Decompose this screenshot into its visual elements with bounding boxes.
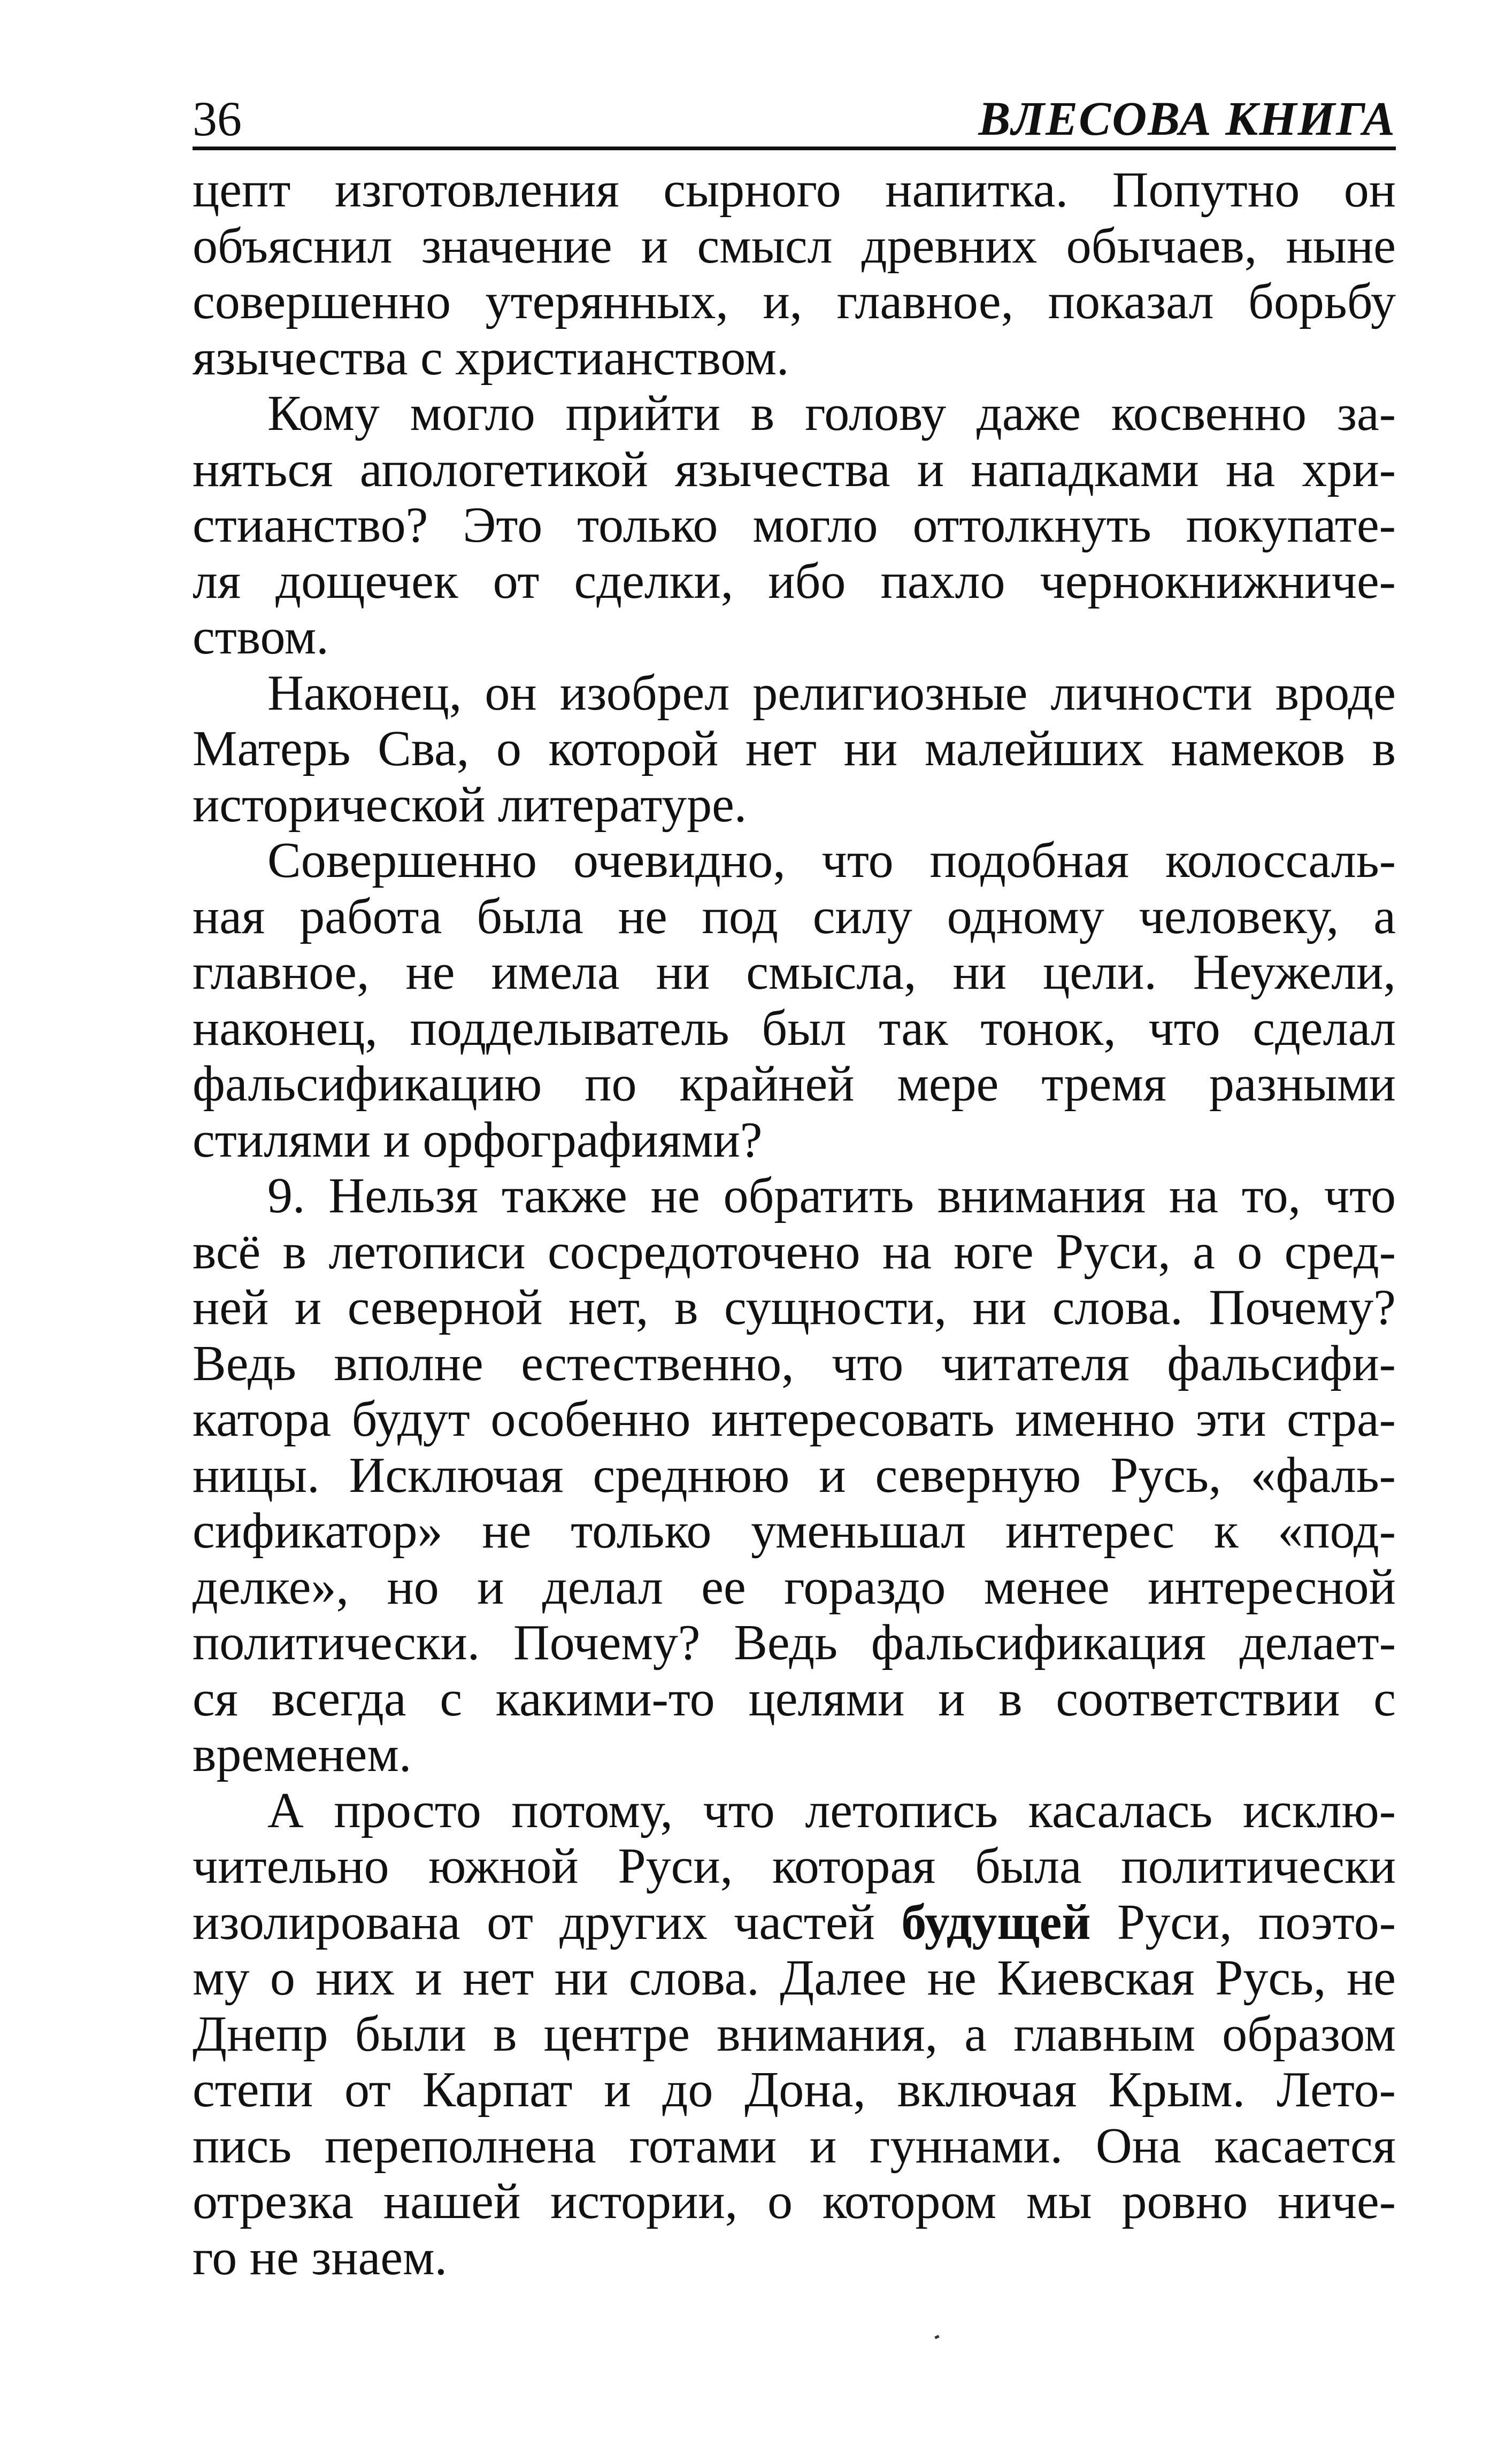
text-line: объяснил значение и смысл древних обычаев, ныне <box>193 218 1396 274</box>
text-line: А просто потому, что летопись касалась исклю- <box>267 1782 1396 1838</box>
text-line: Кому могло прийти в голову даже косвенно за- <box>267 386 1396 441</box>
text-line: главное, не имела ни смысла, ни цели. Неужели, <box>193 944 1396 1000</box>
text-line: катора будут особенно интересовать именно эти стра- <box>193 1391 1396 1447</box>
text-line: делке», но и делал ее гораздо менее интересной <box>193 1559 1396 1615</box>
paragraph-6 <box>193 1783 1396 2286</box>
text-line: ная работа была не под силу одному человеку, а <box>193 888 1396 944</box>
text-line: политически. Почему? Ведь фальсификация делает- <box>193 1615 1396 1670</box>
paragraph-5 <box>193 1168 1396 1783</box>
text-line: ством. <box>193 609 329 665</box>
bold-word: будущей <box>901 1894 1091 1950</box>
text-line-with-bold <box>193 1895 1396 1951</box>
text-line: пись переполнена готами и гуннами. Она касается <box>193 2118 1396 2174</box>
body-text <box>193 162 1396 2285</box>
text-line: Наконец, он изобрел религиозные личности вроде <box>267 665 1396 721</box>
text-line: стианство? Это только могло оттолкнуть покупате- <box>193 497 1396 553</box>
text-line: исторической литературе. <box>193 776 747 833</box>
text-line: наконец, подделыватель был так тонок, что сделал <box>193 1000 1396 1056</box>
text-line: Ведь вполне естественно, что читателя фальсифи- <box>193 1335 1396 1391</box>
text-line: Днепр были в центре внимания, а главным образом <box>193 2006 1396 2062</box>
text-fragment: изолирована от других частей <box>193 1894 875 1950</box>
text-line: отрезка нашей истории, о котором мы ровно ниче- <box>193 2174 1396 2229</box>
print-speck <box>934 2335 939 2339</box>
text-line: ля дощечек от сделки, ибо пахло чернокнижниче- <box>193 553 1396 609</box>
text-line: цепт изготовления сырного напитка. Попутно он <box>193 162 1396 218</box>
text-line: язычества с христианством. <box>193 329 789 386</box>
paragraph-2 <box>193 386 1396 665</box>
text-line: совершенно утерянных, и, главное, показал борьбу <box>193 274 1396 329</box>
paragraph-3 <box>193 665 1396 833</box>
text-line: ней и северной нет, в сущности, ни слова. Почему? <box>193 1280 1396 1335</box>
text-line: му о них и нет ни слова. Далее не Киевская Русь, не <box>193 1950 1396 2006</box>
text-line: временем. <box>193 1727 412 1782</box>
text-line: Совершенно очевидно, что подобная колоссаль- <box>267 833 1396 888</box>
paragraph-4 <box>193 833 1396 1168</box>
text-line: няться апологетикой язычества и нападками на хри- <box>193 441 1396 497</box>
text-fragment: Руси, поэто- <box>1117 1894 1396 1950</box>
text-line: ся всегда с какими-то целями и в соответствии с <box>193 1670 1396 1727</box>
text-line: всё в летописи сосредоточено на юге Руси, а о сред- <box>193 1223 1396 1280</box>
paragraph-1 <box>193 162 1396 386</box>
text-line: стилями и орфографиями? <box>193 1112 763 1168</box>
text-line: степи от Карпат и до Дона, включая Крым. Лето- <box>193 2062 1396 2118</box>
running-title: ВЛЕСОВА КНИГА <box>978 93 1396 145</box>
text-line: ницы. Исключая среднюю и северную Русь, «фаль- <box>193 1447 1396 1503</box>
page-number: 36 <box>193 91 242 146</box>
text-line: го не знаем. <box>193 2229 448 2285</box>
text-line: чительно южной Руси, которая была политически <box>193 1838 1396 1894</box>
page-header <box>193 80 1396 150</box>
book-page <box>193 80 1396 2285</box>
text-line: сификатор» не только уменьшал интерес к «под- <box>193 1503 1396 1559</box>
text-line: 9. Нельзя также не обратить внимания на то, что <box>267 1168 1396 1223</box>
text-line: фальсификацию по крайней мере тремя разными <box>193 1056 1396 1112</box>
text-line: Матерь Сва, о которой нет ни малейших намеков в <box>193 721 1396 776</box>
